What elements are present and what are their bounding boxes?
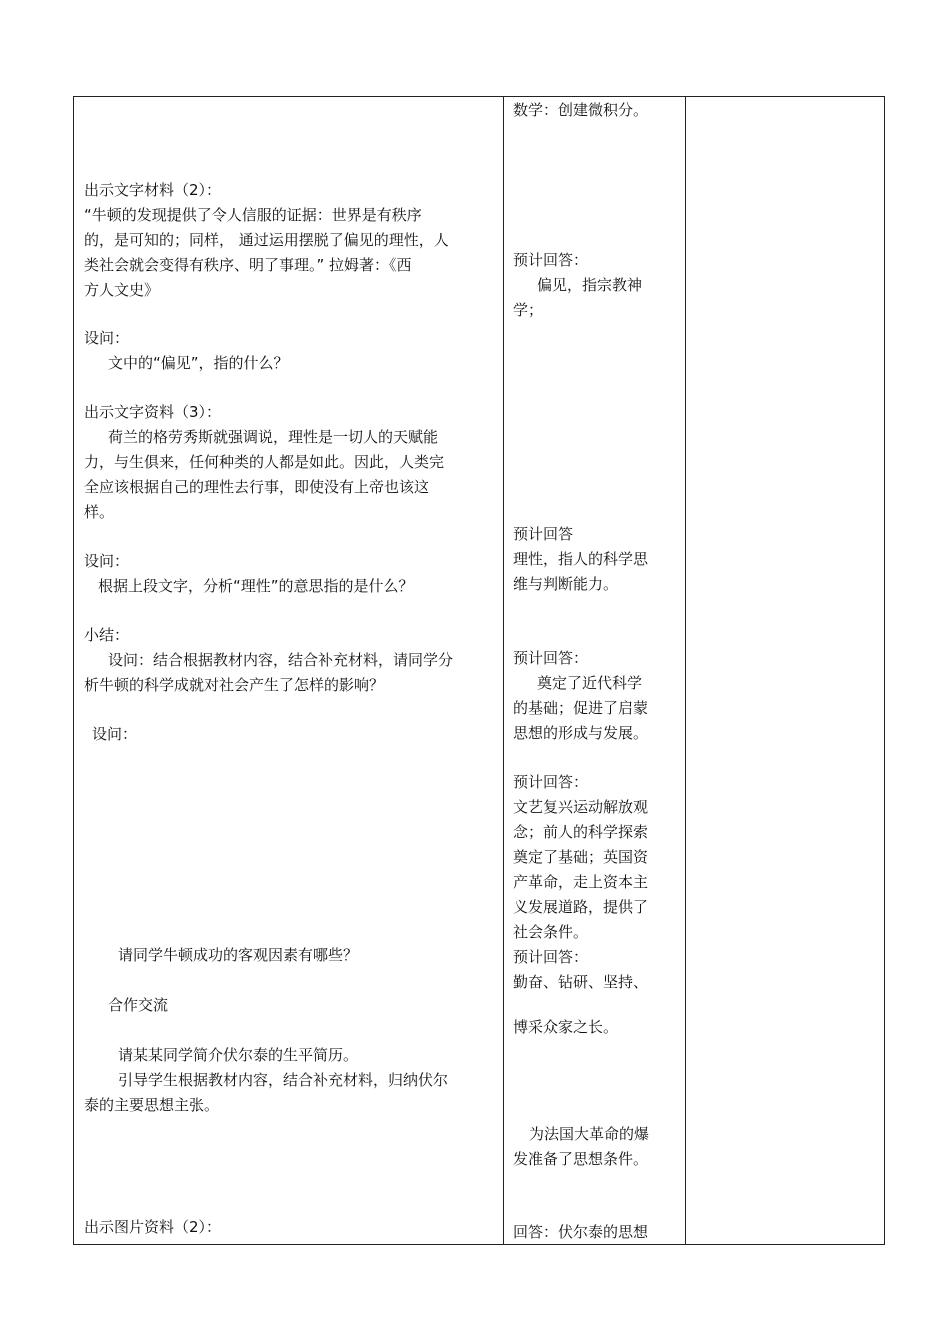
left-column-text-line: 的，是可知的；同样， 通过运用摆脱了偏见的理性，人 [84, 231, 449, 249]
middle-column-text-line: 预计回答： [513, 251, 589, 269]
middle-column-text-line: 预计回答： [513, 948, 589, 966]
left-column-text-line: 全应该根据自己的理性去行事，即使没有上帝也该这 [84, 478, 430, 496]
left-column-text-line: 出示图片资料（2）： [84, 1218, 222, 1236]
left-column-text-line: 引导学生根据教材内容，结合补充材料，归纳伏尔 [118, 1071, 449, 1089]
lesson-plan-table [73, 96, 885, 1245]
middle-column-text-line: 博采众家之长。 [513, 1018, 619, 1036]
middle-column-text-line: 产革命，走上资本主 [513, 873, 649, 891]
left-column-text-line: 文中的“偏见”，指的什么？ [108, 354, 289, 372]
left-column-text-line: 设问：结合根据教材内容，结合补充材料，请同学分 [108, 651, 454, 669]
middle-column-text-line: 发准备了思想条件。 [513, 1150, 649, 1168]
left-column-text-line: 泰的主要思想主张。 [84, 1096, 220, 1114]
column-divider-1 [503, 97, 504, 1244]
middle-column-text-line: 学； [513, 301, 544, 319]
middle-column-text-line: 为法国大革命的爆 [529, 1125, 650, 1143]
left-column-text-line: 请同学牛顿成功的客观因素有哪些？ [118, 946, 359, 964]
left-column-text-line: 设问： [84, 552, 130, 570]
left-column-text-line: 小结： [84, 626, 130, 644]
left-column-text-line: 样。 [84, 503, 115, 521]
left-column-text-line: 请某某同学简介伏尔泰的生平简历。 [118, 1046, 359, 1064]
left-column-text-line: “牛顿的发现提供了令人信服的证据：世界是有秩序 [84, 206, 422, 224]
middle-column-text-line: 预计回答： [513, 773, 589, 791]
left-column-text-line: 出示文字资料（3）： [84, 403, 222, 421]
left-column-text-line: 荷兰的格劳秀斯就强调说，理性是一切人的天赋能 [108, 428, 439, 446]
column-divider-2 [685, 97, 686, 1244]
middle-column-text-line: 回答：伏尔泰的思想 [513, 1223, 649, 1241]
left-column-text-line: 合作交流 [108, 996, 169, 1014]
left-column-text-line: 出示文字材料（2）： [84, 181, 222, 199]
middle-column-text-line: 理性，指人的科学思 [513, 550, 649, 568]
middle-column-text-line: 文艺复兴运动解放观 [513, 798, 649, 816]
left-column-text-line: 设问： [92, 725, 138, 743]
left-column-text-line: 析牛顿的科学成就对社会产生了怎样的影响？ [84, 676, 385, 694]
middle-column-text-line: 维与判断能力。 [513, 575, 619, 593]
left-column-text-line: 根据上段文字，分析“理性”的意思指的是什么？ [98, 577, 414, 595]
middle-column-text-line: 预计回答： [513, 649, 589, 667]
middle-column-text-line: 奠定了基础；英国资 [513, 848, 649, 866]
left-column-text-line: 力，与生俱来，任何种类的人都是如此。因此，人类完 [84, 453, 445, 471]
middle-column-text-line: 的基础；促进了启蒙 [513, 699, 649, 717]
middle-column-text-line: 勤奋、钻研、坚持、 [513, 973, 649, 991]
middle-column-text-line: 义发展道路，提供了 [513, 898, 649, 916]
middle-column-text-line: 社会条件。 [513, 923, 589, 941]
middle-column-text-line: 预计回答 [513, 525, 574, 543]
middle-column-text-line: 数学：创建微积分。 [513, 101, 649, 119]
middle-column-text-line: 念；前人的科学探索 [513, 823, 649, 841]
middle-column-text-line: 奠定了近代科学 [537, 674, 643, 692]
middle-column-text-line: 思想的形成与发展。 [513, 724, 649, 742]
left-column-text-line: 设问： [84, 329, 130, 347]
left-column-text-line: 方人文史》 [84, 281, 160, 299]
left-column-text-line: 类社会就会变得有秩序、明了事理。” 拉姆著：《西 [84, 256, 412, 274]
middle-column-text-line: 偏见，指宗教神 [537, 276, 643, 294]
